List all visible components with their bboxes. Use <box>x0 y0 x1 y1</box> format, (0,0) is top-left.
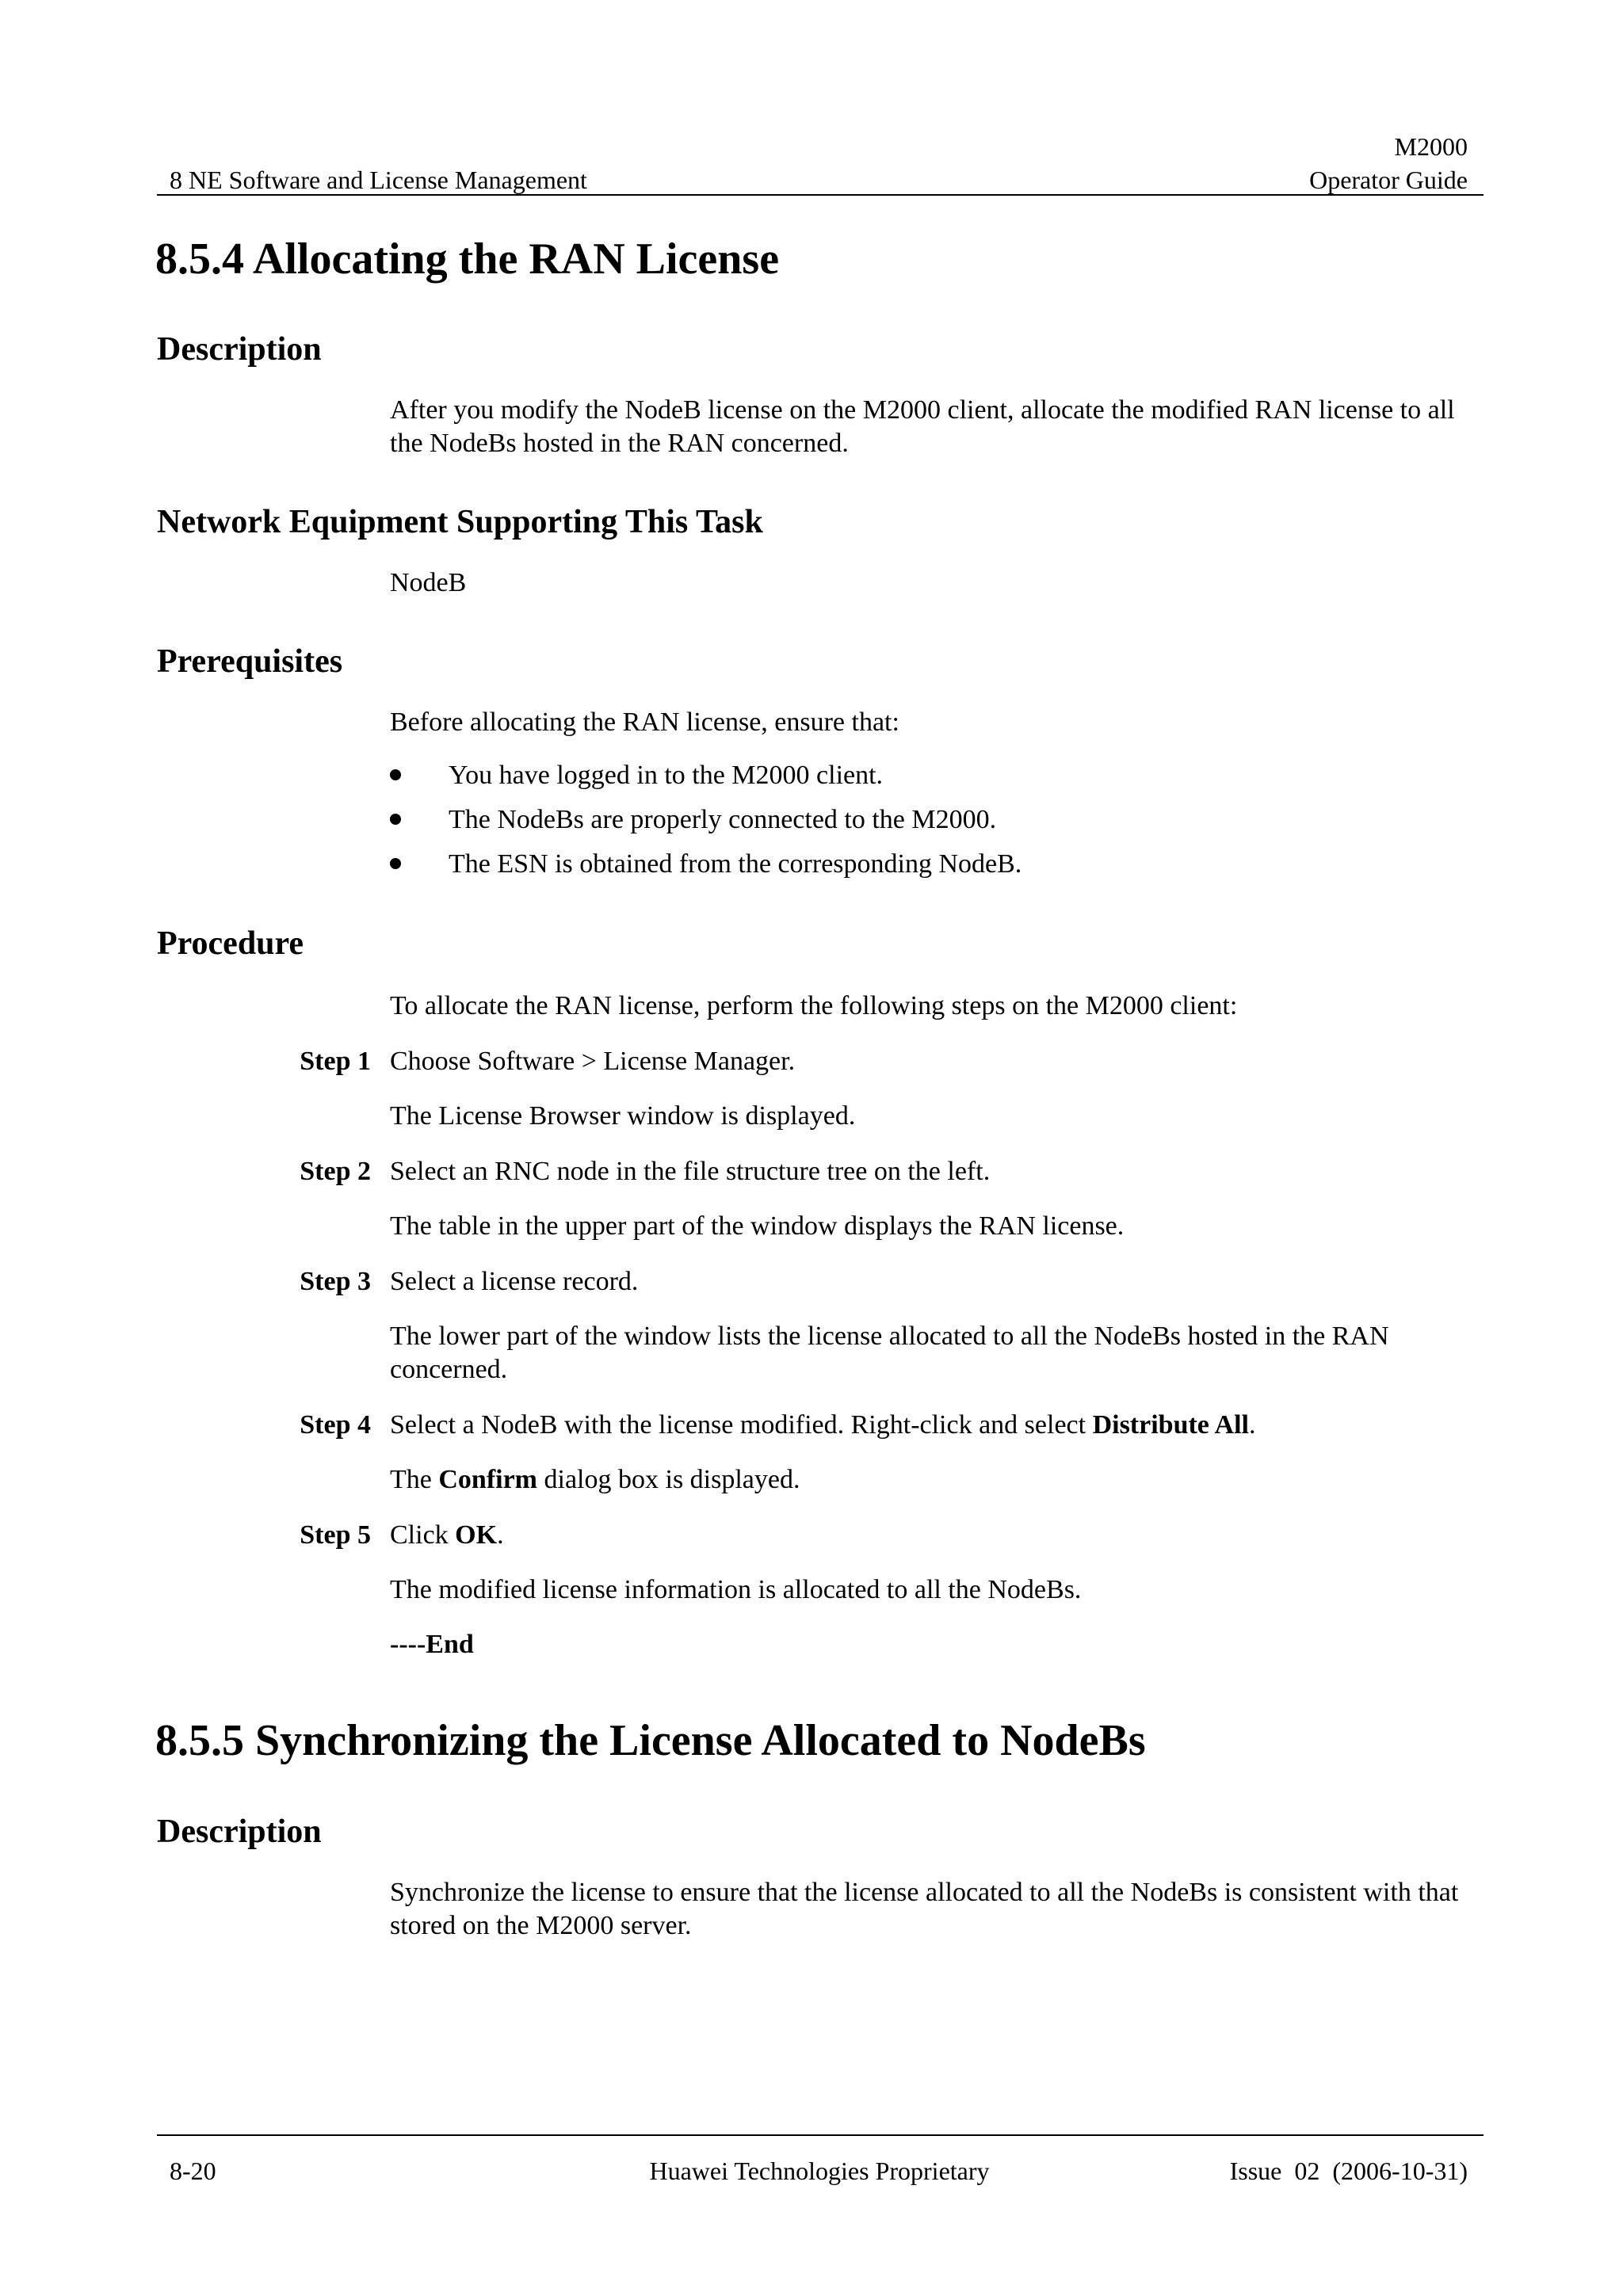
equipment-text: NodeB <box>390 568 467 597</box>
heading-network-equipment: Network Equipment Supporting This Task <box>157 504 763 540</box>
step-5-action-text: Click <box>390 1520 456 1550</box>
ok-label: OK <box>455 1520 498 1550</box>
footer-page-number: 8-20 <box>170 2157 216 2185</box>
step-2-result: The table in the upper part of the window displays the RAN license. <box>390 1211 1125 1241</box>
footer-rule <box>157 2134 1484 2136</box>
step-4-action-text: Select a NodeB with the license modified. Right-click and select <box>390 1410 1093 1440</box>
prereq-intro: Before allocating the RAN license, ensure that: <box>390 707 899 737</box>
step-3-result-paragraph: The lower part of the window lists the license allocated to all the NodeBs hosted in the RAN concerned. <box>390 1322 1389 1384</box>
bullet-icon <box>390 858 401 869</box>
step-4-action <box>390 1409 1484 1442</box>
distribute-all-label: Distribute All <box>1092 1410 1249 1440</box>
header-guide: Operator Guide <box>1309 166 1468 194</box>
step-label-3: Step 3 <box>300 1267 371 1296</box>
step-4-result-end: dialog box is displayed. <box>537 1465 800 1494</box>
description-paragraph: After you modify the NodeB license on the M2000 client, allocate the modified RAN license to all the NodeBs hosted in the RAN concerned. <box>390 395 1455 458</box>
heading-description-2: Description <box>157 1814 322 1850</box>
step-label-4: Step 4 <box>300 1410 371 1440</box>
header-chapter: 8 NE Software and License Management <box>170 166 587 194</box>
header-rule <box>157 194 1484 196</box>
step-label-2: Step 2 <box>300 1157 371 1186</box>
description-paragraph-2: Synchronize the license to ensure that the license allocated to all the NodeBs is consistent with that stored on the M2000 server. <box>390 1878 1459 1940</box>
step-4-result-text: The <box>390 1465 439 1494</box>
step-3-action: Select a license record. <box>390 1267 639 1296</box>
heading-procedure: Procedure <box>157 925 304 962</box>
step-5-action-end: . <box>497 1520 504 1550</box>
step-2-action: Select an RNC node in the file structure tree on the left. <box>390 1157 991 1186</box>
step-3-result <box>390 1320 1484 1386</box>
heading-description: Description <box>157 331 322 368</box>
procedure-intro: To allocate the RAN license, perform the following steps on the M2000 client: <box>390 991 1238 1020</box>
section-title-allocating: 8.5.4 Allocating the RAN License <box>155 235 780 284</box>
step-4-result <box>390 1463 1484 1497</box>
step-label-1: Step 1 <box>300 1047 371 1076</box>
prereq-item-text: You have logged in to the M2000 client. <box>449 761 884 790</box>
prereq-item-text: The NodeBs are properly connected to the M2000. <box>449 805 997 834</box>
section-title-synchronizing: 8.5.5 Synchronizing the License Allocated to NodeBs <box>155 1716 1146 1765</box>
footer-issue: Issue 02 (2006-10-31) <box>1229 2157 1468 2185</box>
step-1-action: Choose Software > License Manager. <box>390 1047 796 1076</box>
prereq-item-text: The ESN is obtained from the corresponding NodeB. <box>449 849 1022 879</box>
header-product: M2000 <box>1394 132 1468 161</box>
description-text-2 <box>390 1876 1484 1943</box>
footer-company: Huawei Technologies Proprietary <box>649 2157 990 2185</box>
bullet-icon <box>390 814 401 825</box>
step-5-result: The modified license information is allocated to all the NodeBs. <box>390 1575 1082 1604</box>
heading-prerequisites: Prerequisites <box>157 643 343 680</box>
description-text <box>390 394 1484 460</box>
step-5-action <box>390 1519 1484 1552</box>
step-4-action-end: . <box>1248 1410 1256 1440</box>
bullet-icon <box>390 769 401 780</box>
step-1-result: The License Browser window is displayed. <box>390 1101 856 1131</box>
confirm-label: Confirm <box>438 1465 538 1494</box>
procedure-end-marker: ----End <box>390 1630 474 1659</box>
step-label-5: Step 5 <box>300 1520 371 1550</box>
